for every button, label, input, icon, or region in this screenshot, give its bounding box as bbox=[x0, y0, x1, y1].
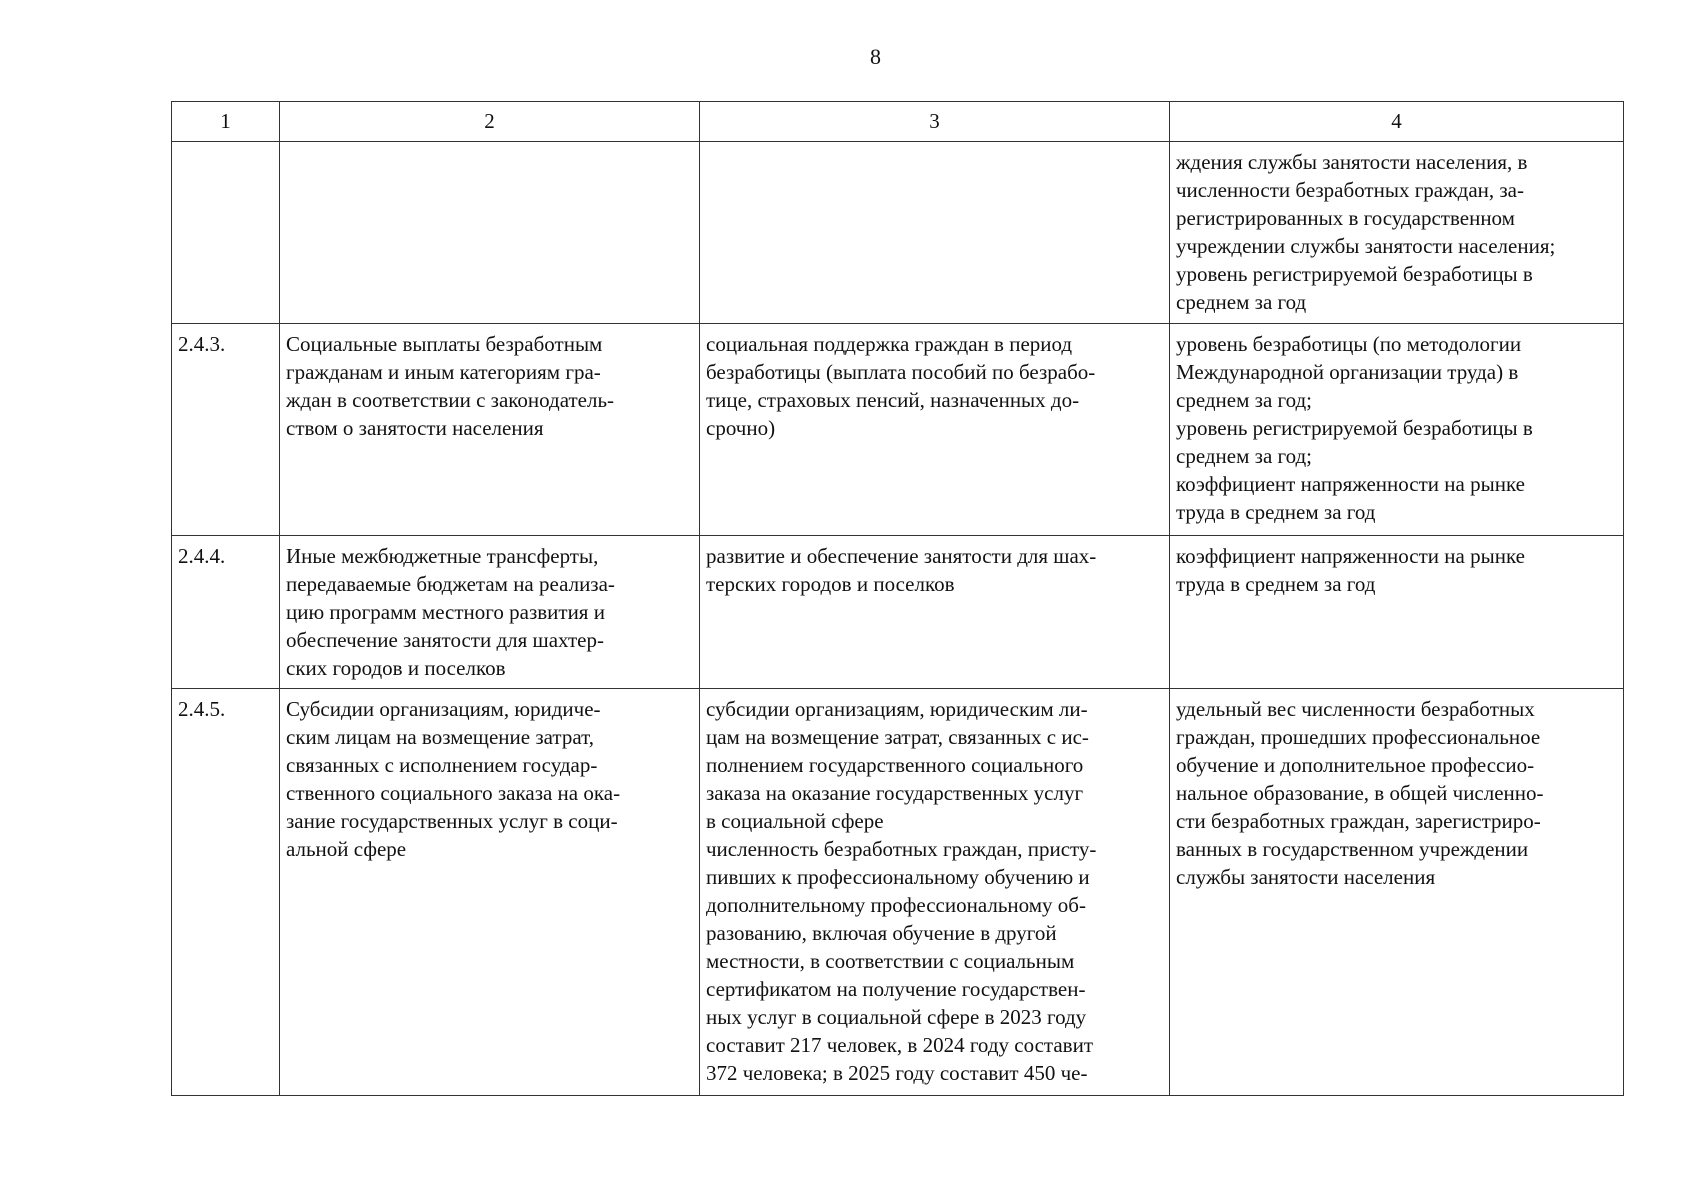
row-number-cell bbox=[172, 142, 280, 324]
indicators-cell bbox=[1170, 324, 1624, 536]
purpose-cell bbox=[700, 324, 1170, 536]
row-indicators: коэффициент напряженности на рынке труда в среднем за год bbox=[1176, 544, 1525, 596]
row-indicators: уровень безработицы (по методологии Международной организации труда) в среднем за год; уровень регистрируемой безработицы в среднем за год; коэффициент напряженности на рынке труда в среднем за год bbox=[1176, 332, 1533, 524]
table-row bbox=[172, 536, 1624, 689]
document-table bbox=[171, 101, 1624, 1096]
header-cell-2: 2 bbox=[280, 102, 700, 142]
header-cell-3: 3 bbox=[700, 102, 1170, 142]
indicators-cell bbox=[1170, 536, 1624, 689]
table-row bbox=[172, 689, 1624, 1096]
indicators-cell bbox=[1170, 689, 1624, 1096]
name-cell bbox=[280, 142, 700, 324]
header-cell-4: 4 bbox=[1170, 102, 1624, 142]
row-number-cell bbox=[172, 324, 280, 536]
table-header-row bbox=[172, 102, 1624, 142]
row-number: 2.4.3. bbox=[178, 332, 226, 356]
row-number-cell bbox=[172, 536, 280, 689]
row-number-cell bbox=[172, 689, 280, 1096]
name-cell bbox=[280, 324, 700, 536]
table-row bbox=[172, 142, 1624, 324]
row-indicators: ждения службы занятости населения, в численности безработных граждан, за- регистрированных в государственном учреждении службы занятости населения; уровень регистрируемой безработицы в среднем за год bbox=[1176, 150, 1556, 314]
row-purpose: субсидии организациям, юридическим ли- цам на возмещение затрат, связанных с ис- полнением государственного социального заказа на оказание государственных услуг в социальной сфере численность безработных граждан, присту- пивших к профессиональному обучению и дополнительному профессиональному об- разованию, включая обучение в другой местности, в соответствии с социальным сертификатом на получение государствен- ных услуг в социальной сфере в 2023 году составит 217 человек, в 2024 году составит 372 человека; в 2025 году составит 450 че- bbox=[706, 697, 1097, 1085]
row-indicators: удельный вес численности безработных граждан, прошедших профессиональное обучение и дополнительное профессио- нальное образование, в общей численно- сти безработных граждан, зарегистриро- ванных в государственном учреждении службы занятости населения bbox=[1176, 697, 1544, 889]
purpose-cell bbox=[700, 536, 1170, 689]
row-name: Социальные выплаты безработным гражданам и иным категориям гра- ждан в соответствии с законодатель- ством о занятости населения bbox=[286, 332, 615, 440]
row-number: 2.4.5. bbox=[178, 697, 226, 721]
page-number: 8 bbox=[870, 44, 881, 69]
header-cell-1: 1 bbox=[172, 102, 280, 142]
purpose-cell bbox=[700, 689, 1170, 1096]
table-row bbox=[172, 324, 1624, 536]
purpose-cell bbox=[700, 142, 1170, 324]
row-name: Субсидии организациям, юридиче- ским лицам на возмещение затрат, связанных с исполнением государ- ственного социального заказа на ока- зание государственных услуг в соци- альной сфере bbox=[286, 697, 621, 861]
row-number: 2.4.4. bbox=[178, 544, 226, 568]
indicators-cell bbox=[1170, 142, 1624, 324]
row-name: Иные межбюджетные трансферты, передаваемые бюджетам на реализа- цию программ местного развития и обеспечение занятости для шахтер- ских городов и поселков bbox=[286, 544, 615, 680]
name-cell bbox=[280, 689, 700, 1096]
row-purpose: социальная поддержка граждан в период безработицы (выплата пособий по безрабо- тице, страховых пенсий, назначенных до- срочно) bbox=[706, 332, 1096, 440]
name-cell bbox=[280, 536, 700, 689]
row-purpose: развитие и обеспечение занятости для шах- терских городов и поселков bbox=[706, 544, 1097, 596]
